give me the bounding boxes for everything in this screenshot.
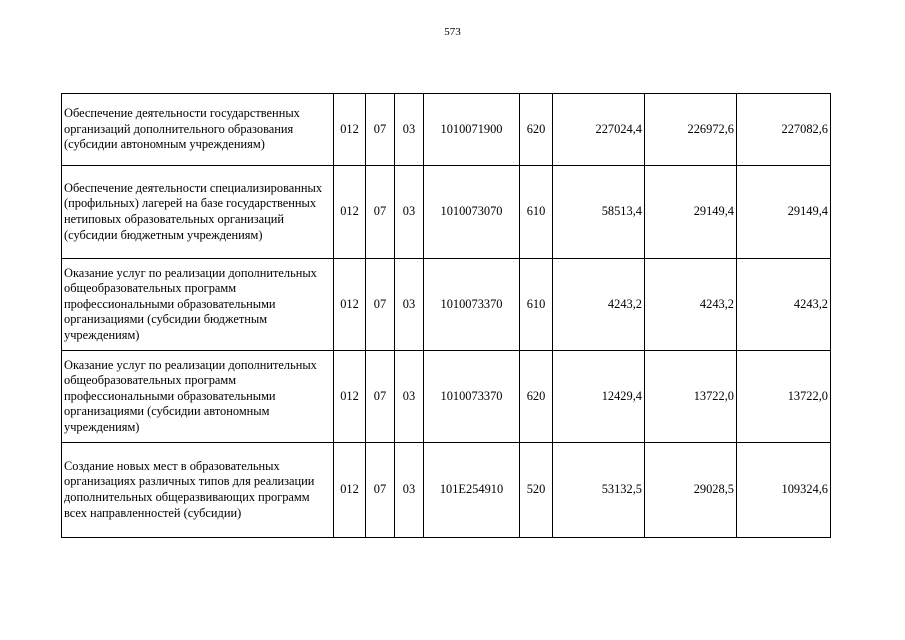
- table-row: [62, 443, 831, 538]
- ministry-code: 012: [334, 351, 366, 443]
- row-name: Создание новых мест в образовательных организациях различных типов для реализации дополнительных общеразвивающих программ всех направленностей (субсидии): [62, 443, 334, 538]
- target-article-code: 101E254910: [424, 443, 520, 538]
- amount-year-1: 53132,5: [553, 443, 645, 538]
- section-code: 07: [366, 94, 395, 166]
- row-name: Оказание услуг по реализации дополнительных общеобразовательных программ профессиональными образовательными организациями (субсидии бюджетным учреждениям): [62, 259, 334, 351]
- table-row: [62, 94, 831, 166]
- amount-year-3: 4243,2: [737, 259, 831, 351]
- ministry-code: 012: [334, 443, 366, 538]
- ministry-code: 012: [334, 259, 366, 351]
- ministry-code: 012: [334, 166, 366, 259]
- subsection-code: 03: [395, 94, 424, 166]
- amount-year-2: 4243,2: [645, 259, 737, 351]
- expense-type-code: 520: [520, 443, 553, 538]
- amount-year-2: 29028,5: [645, 443, 737, 538]
- section-code: 07: [366, 259, 395, 351]
- expense-type-code: 620: [520, 351, 553, 443]
- amount-year-2: 226972,6: [645, 94, 737, 166]
- section-code: 07: [366, 166, 395, 259]
- amount-year-1: 4243,2: [553, 259, 645, 351]
- amount-year-1: 58513,4: [553, 166, 645, 259]
- expense-type-code: 610: [520, 166, 553, 259]
- table-row: [62, 351, 831, 443]
- subsection-code: 03: [395, 259, 424, 351]
- amount-year-1: 227024,4: [553, 94, 645, 166]
- amount-year-2: 29149,4: [645, 166, 737, 259]
- row-name: Оказание услуг по реализации дополнительных общеобразовательных программ профессиональными образовательными организациями (субсидии автономным учреждениям): [62, 351, 334, 443]
- amount-year-3: 13722,0: [737, 351, 831, 443]
- target-article-code: 1010073070: [424, 166, 520, 259]
- target-article-code: 1010073370: [424, 259, 520, 351]
- subsection-code: 03: [395, 351, 424, 443]
- page-number: 573: [444, 26, 461, 38]
- amount-year-3: 109324,6: [737, 443, 831, 538]
- target-article-code: 1010073370: [424, 351, 520, 443]
- target-article-code: 1010071900: [424, 94, 520, 166]
- table-row: [62, 166, 831, 259]
- expense-type-code: 610: [520, 259, 553, 351]
- expense-type-code: 620: [520, 94, 553, 166]
- subsection-code: 03: [395, 166, 424, 259]
- ministry-code: 012: [334, 94, 366, 166]
- section-code: 07: [366, 351, 395, 443]
- amount-year-1: 12429,4: [553, 351, 645, 443]
- row-name: Обеспечение деятельности специализированных (профильных) лагерей на базе государственных нетиповых образовательных организаций (субсидии бюджетным учреждениям): [62, 166, 334, 259]
- section-code: 07: [366, 443, 395, 538]
- row-name: Обеспечение деятельности государственных организаций дополнительного образования (субсидии автономным учреждениям): [62, 94, 334, 166]
- table-row: [62, 259, 831, 351]
- amount-year-3: 227082,6: [737, 94, 831, 166]
- amount-year-3: 29149,4: [737, 166, 831, 259]
- amount-year-2: 13722,0: [645, 351, 737, 443]
- budget-table: [61, 93, 831, 538]
- subsection-code: 03: [395, 443, 424, 538]
